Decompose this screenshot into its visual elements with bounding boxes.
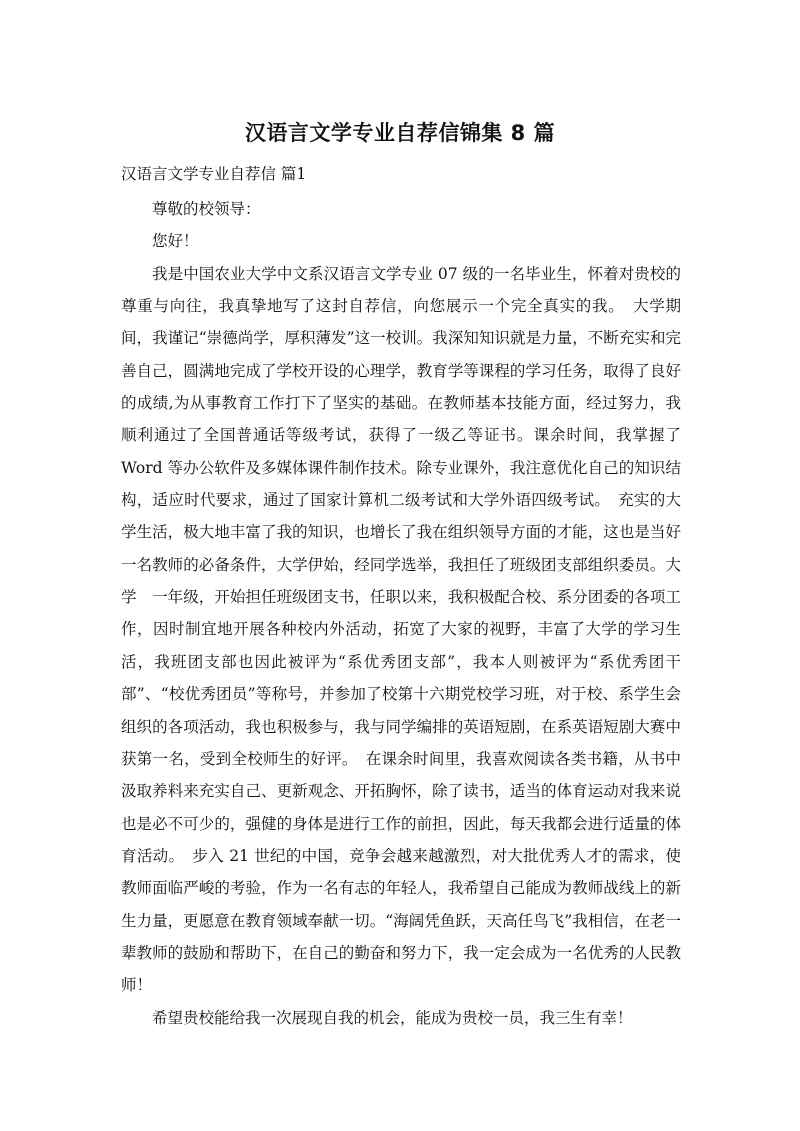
document-title: 汉语言文学专业自荐信锦集 8 篇 (244, 121, 556, 145)
closing-paragraph: 希望贵校能给我一次展现自我的机会，能成为贵校一员，我三生有幸！ (152, 1008, 633, 1027)
main-paragraph: 我是中国农业大学中文系汉语言文学专业 07 级的一名毕业生，怀着对贵校的尊重与向往，我真挚地写了这封自荐信，向您展示一个完全真实的我。 大学期间，我谨记“崇德尚学，厚积薄发”这一校训。我深知知识就是力量，不断充实和完善自己，圆满地完成了学校开设的心理学，教育学等课程的学习任务，取得了良好的成绩,为从事教育工作打下了坚实的基础。在教师基本技能方面，经过努力，我顺利通过了全国普通话等级考试，获得了一级乙等证书。课余时间，我掌握了 Word 等办公软件及多媒体课件制作技术。除专业课外，我注意优化自己的知识结构，适应时代要求，通过了国家计算机二级考试和大学外语四级考试。 充实的大学生活，极大地丰富了我的知识，也增长了我在组织领导方面的才能，这也是当好一名教师的必备条件，大学伊始，经同学选举，我担任了班级团支部组织委员。大学 一年级，开始担任班级团支书，任职以来，我积极配合校、系分团委的各项工作，因时制宜地开展各种校内外活动，拓宽了大家的视野，丰富了大学的学习生活，我班团支部也因此被评为“系优秀团支部”，我本人则被评为“系优秀团干部”、“校优秀团员”等称号，并参加了校第十六期党校学习班，对于校、系学生会组织的各项活动，我也积极参与，我与同学编排的英语短剧，在系英语短剧大赛中获第一名，受到全校师生的好评。 在课余时间里，我喜欢阅读各类书籍，从书中汲取养料来充实自己、更新观念、开拓胸怀，除了读书，适当的体育运动对我来说也是必不可少的，强健的身体是进行工作的前担，因此，每天我都会进行适量的体育活动。 步入 21 世纪的中国，竞争会越来越激烈，对大批优秀人才的需求，使教师面临严峻的考验，作为一名有志的年轻人，我希望自己能成为教师战线上的新生力量，更愿意在教育领域奉献一切。“海阔凭鱼跃，天高任鸟飞”我相信，在老一辈教师的鼓励和帮助下，在自己的勤奋和努力下，我一定会成为一名优秀的人民教师！ (121, 264, 681, 995)
greeting: 您好！ (152, 232, 199, 251)
letter-body (121, 193, 681, 1034)
section-heading: 汉语言文学专业自荐信 篇1 (121, 165, 307, 183)
salutation: 尊敬的校领导： (152, 200, 261, 218)
